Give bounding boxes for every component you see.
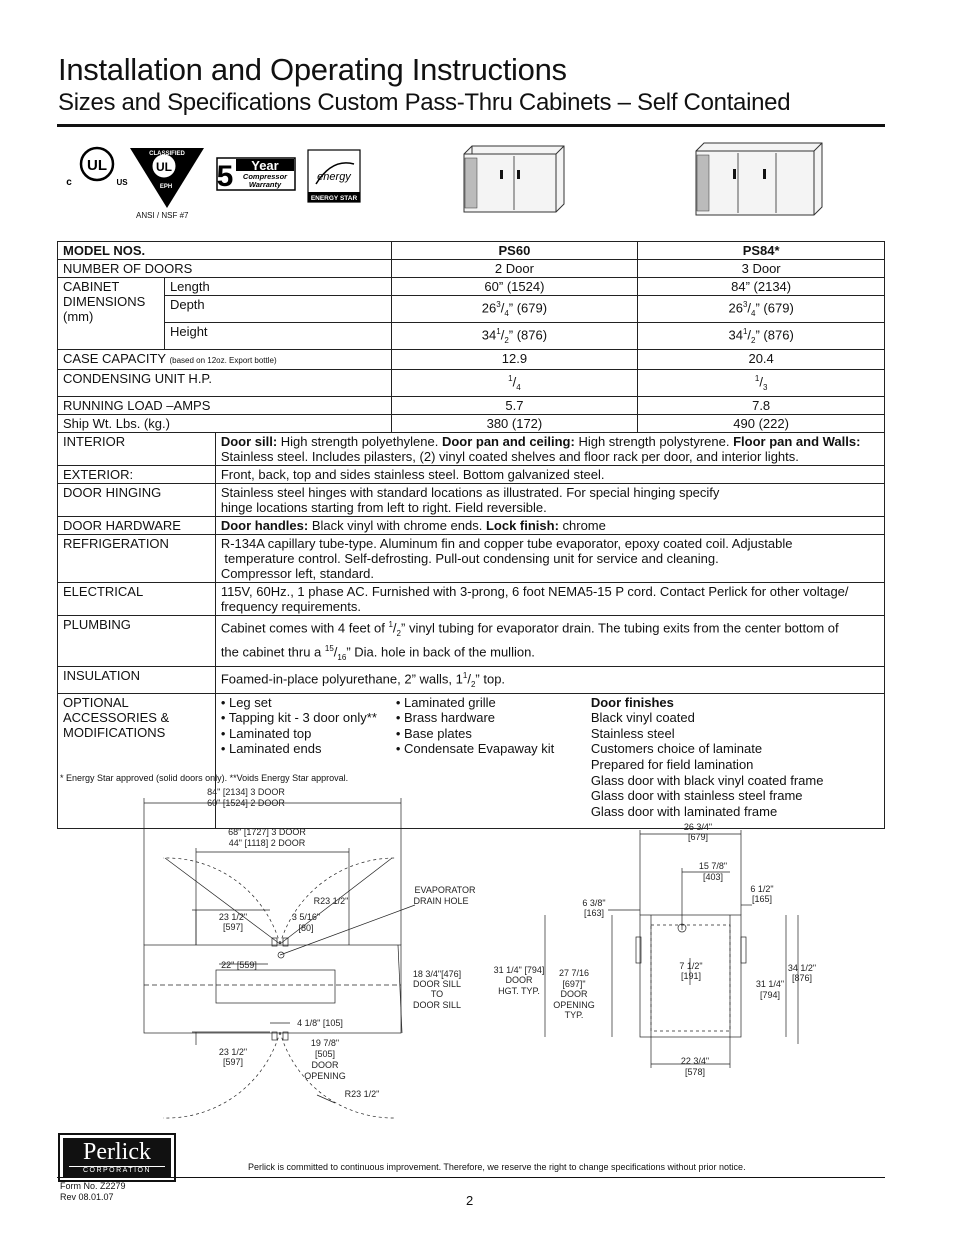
depth-ps60: $26^3/_4$” (679) — [391, 296, 638, 323]
specifications-table — [57, 241, 885, 829]
svg-text:4 1/8" [105]: 4 1/8" [105] — [297, 1018, 343, 1028]
ul-c-text: c — [66, 177, 72, 188]
form-info: Form No. Z2279 Rev 08.01.07 — [60, 1181, 126, 1202]
svg-text:31 1/4": 31 1/4" — [755, 979, 785, 989]
svg-text:44" [1118] 2 DOOR: 44" [1118] 2 DOOR — [228, 838, 306, 848]
ul-classified-logo — [130, 148, 204, 208]
svg-text:68" [1727] 3 DOOR: 68" [1727] 3 DOOR — [228, 827, 306, 837]
table-row-insulation: INSULATION Foamed-in-place polyurethane, 2” walls, $1^1/_2$” top. — [58, 666, 885, 693]
table-row-exterior: EXTERIOR: Front, back, top and sides stainless steel. Bottom galvanized steel. — [58, 465, 885, 483]
ul-us-text: US — [116, 178, 128, 187]
svg-text:26 3/4": 26 3/4" — [683, 822, 713, 832]
svg-text:OPENING: OPENING — [304, 1071, 346, 1081]
svg-text:[163]: [163] — [583, 908, 605, 918]
improvement-notice: Perlick is committed to continuous improvement. Therefore, we reserve the right to change specifications without prior notice. — [248, 1162, 746, 1172]
table-row-interior: INTERIOR Door sill: High strength polyethylene. Door pan and ceiling: High strength polystyrene. Floor pan and Walls: Stainless steel. Includes pilasters, (2) vinyl coated shelves and floor rack per door, and interior lights. — [58, 432, 885, 465]
perlick-logo: Perlick CORPORATION — [58, 1133, 176, 1182]
svg-text:15 7/8": 15 7/8" — [698, 861, 728, 871]
energy-star-text: ENERGY STAR — [310, 195, 358, 202]
svg-text:[191]: [191] — [680, 971, 702, 981]
svg-text:DOOR: DOOR — [505, 975, 533, 985]
table-row-doors: NUMBER OF DOORS 2 Door 3 Door — [58, 260, 885, 278]
certification-logos — [60, 144, 380, 214]
svg-text:31 1/4" [794]: 31 1/4" [794] — [493, 965, 545, 975]
energy-star-logo — [308, 150, 360, 202]
svg-text:[794]: [794] — [759, 990, 781, 1000]
ps60-product-image — [462, 144, 566, 214]
plan-view — [144, 798, 415, 1118]
svg-text:DOOR: DOOR — [311, 1060, 339, 1070]
svg-text:84" [2134] 3 DOOR: 84" [2134] 3 DOOR — [207, 787, 285, 797]
svg-text:6 1/2": 6 1/2" — [750, 884, 774, 894]
warranty-5: 5 — [216, 160, 234, 193]
svg-text:22" [559]: 22" [559] — [221, 960, 257, 970]
table-row-hardware: DOOR HARDWARE Door handles: Black vinyl with chrome ends. Lock finish: chrome — [58, 516, 885, 534]
svg-text:DRAIN HOLE: DRAIN HOLE — [413, 896, 469, 906]
page-subtitle: Sizes and Specifications Custom Pass-Thru Cabinets – Self Contained — [58, 89, 791, 116]
svg-text:[80]: [80] — [298, 923, 314, 933]
ansi-label: ANSI / NSF #7 — [136, 211, 189, 220]
svg-text:[697]": [697]" — [562, 979, 586, 989]
footer-rule — [57, 1177, 885, 1178]
table-row-optional: OPTIONAL ACCESSORIES & MODIFICATIONS • Leg set • Tapping kit - 3 door only** • Laminated top • Laminated ends • Laminated grille • Brass hardware • Base plates • Condensate Evapaway kit Door finishes Black vinyl coated Stainless steel Customers choice of laminate Prepared for field lamination Glass door with black vinyl coated frame Glass door with stainless steel frame Glass door with laminated frame — [58, 693, 885, 828]
svg-text:[505]: [505] — [314, 1049, 336, 1059]
ul-text: UL — [87, 157, 107, 174]
warranty-logo — [217, 158, 295, 193]
table-row-plumbing: PLUMBING Cabinet comes with 4 feet of $^1/_2$” vinyl tubing for evaporator drain. The tubing exits from the center bottom of the cabinet thru a $^{15}/_{16}$” Dia. hole in back of the mullion. — [58, 615, 885, 666]
svg-text:22 3/4": 22 3/4" — [680, 1056, 710, 1066]
svg-text:[597]: [597] — [222, 1057, 244, 1067]
svg-text:34 1/2": 34 1/2" — [787, 963, 817, 973]
side-view — [545, 830, 798, 1068]
table-row-hinging: DOOR HINGING Stainless steel hinges with standard locations as illustrated. For special hinging specify hinge locations starting from left to right. Field reversible. — [58, 483, 885, 516]
svg-text:6 3/8": 6 3/8" — [582, 898, 606, 908]
ps84-product-image — [694, 141, 824, 217]
cabinet-dimensions-label: CABINET DIMENSIONS (mm) — [58, 278, 165, 350]
svg-text:Warranty: Warranty — [248, 180, 282, 189]
table-row-height: Height $34^1/_2$” (876) $34^1/_2$” (876) — [58, 322, 885, 349]
page-number: 2 — [466, 1193, 474, 1208]
table-row-amps: RUNNING LOAD –AMPS 5.7 7.8 — [58, 396, 885, 414]
accessories-col-2: • Laminated grille • Brass hardware • Base plates • Condensate Evapaway kit — [395, 694, 555, 757]
table-row-ship-weight: Ship Wt. Lbs. (kg.) 380 (172) 490 (222) — [58, 414, 885, 432]
svg-text:UL: UL — [156, 160, 172, 174]
svg-text:energy: energy — [317, 171, 351, 183]
table-row-length: CABINET DIMENSIONS (mm) Length 60” (1524) 84” (2134) — [58, 278, 885, 296]
footnote: * Energy Star approved (solid doors only). **Voids Energy Star approval. — [60, 773, 349, 783]
svg-text:DOOR SILL: DOOR SILL — [412, 1000, 462, 1010]
svg-text:[597]: [597] — [222, 922, 244, 932]
height-ps84: $34^1/_2$” (876) — [638, 322, 885, 349]
svg-text:[876]: [876] — [791, 973, 813, 983]
table-row-model — [58, 242, 885, 260]
depth-ps84: $26^3/_4$” (679) — [638, 296, 885, 323]
svg-text:18 3/4"[476]: 18 3/4"[476] — [412, 969, 462, 979]
svg-text:7 1/2": 7 1/2" — [679, 961, 703, 971]
table-row-case-capacity: CASE CAPACITY (based on 12oz. Export bottle) 12.9 20.4 — [58, 349, 885, 369]
svg-text:23 1/2": 23 1/2" — [218, 912, 248, 922]
svg-text:OPENING: OPENING — [553, 1000, 595, 1010]
svg-text:EVAPORATOR: EVAPORATOR — [414, 885, 476, 895]
svg-text:TO: TO — [430, 989, 444, 999]
svg-text:[403]: [403] — [702, 872, 724, 882]
table-row-refrigeration: REFRIGERATION R-134A capillary tube-type. Aluminum fin and copper tube evaporator, epoxy coated coil. Adjustable temperature control. Self-defrosting. Pull-out condensing unit for service and cleaning. Compressor left, standard. — [58, 534, 885, 582]
page-title: Installation and Operating Instructions — [58, 52, 567, 87]
table-row-condensing: CONDENSING UNIT H.P. $^1/_4$ $^1/_3$ — [58, 369, 885, 396]
svg-text:[679]: [679] — [687, 832, 709, 842]
svg-text:23 1/2": 23 1/2" — [218, 1047, 248, 1057]
svg-text:TYP.: TYP. — [564, 1010, 584, 1020]
svg-text:R23 1/2": R23 1/2" — [344, 1089, 380, 1099]
svg-text:Year: Year — [251, 158, 279, 173]
svg-text:3 5/16": 3 5/16" — [291, 912, 321, 922]
model-ps60-header: PS60 — [391, 242, 638, 260]
table-row-electrical: ELECTRICAL 115V, 60Hz., 1 phase AC. Furnished with 3-prong, 6 foot NEMA5-15 P cord. Contact Perlick for other voltage/ frequency requirements. — [58, 582, 885, 615]
svg-text:[165]: [165] — [751, 894, 773, 904]
svg-text:27 7/16: 27 7/16 — [558, 968, 590, 978]
ul-listed-logo — [66, 148, 128, 188]
svg-text:60" [1524] 2 DOOR: 60" [1524] 2 DOOR — [207, 798, 285, 808]
door-finishes-col: Door finishes Black vinyl coated Stainless steel Customers choice of laminate Prepared for field lamination Glass door with black vinyl coated frame Glass door with stainless steel frame Glass door with laminated frame — [590, 694, 824, 819]
svg-text:Compressor: Compressor — [242, 172, 288, 181]
model-nos-label: MODEL NOS. — [58, 242, 392, 260]
svg-text:R23 1/2": R23 1/2" — [313, 896, 349, 906]
height-ps60: $34^1/_2$” (876) — [391, 322, 638, 349]
svg-text:19 7/8": 19 7/8" — [310, 1038, 340, 1048]
svg-text:DOOR: DOOR — [560, 989, 588, 999]
table-row-depth: Depth $26^3/_4$” (679) $26^3/_4$” (679) — [58, 296, 885, 323]
accessories-col-1: • Leg set • Tapping kit - 3 door only** • Laminated top • Laminated ends — [220, 694, 377, 757]
svg-text:[578]: [578] — [684, 1067, 706, 1077]
svg-text:HGT. TYP.: HGT. TYP. — [498, 986, 540, 996]
title-rule — [57, 124, 885, 127]
eph-text: EPH — [159, 184, 173, 190]
svg-text:DOOR SILL: DOOR SILL — [412, 979, 462, 989]
classified-text: CLASSIFIED — [149, 151, 185, 157]
model-ps84-header: PS84* — [638, 242, 885, 260]
